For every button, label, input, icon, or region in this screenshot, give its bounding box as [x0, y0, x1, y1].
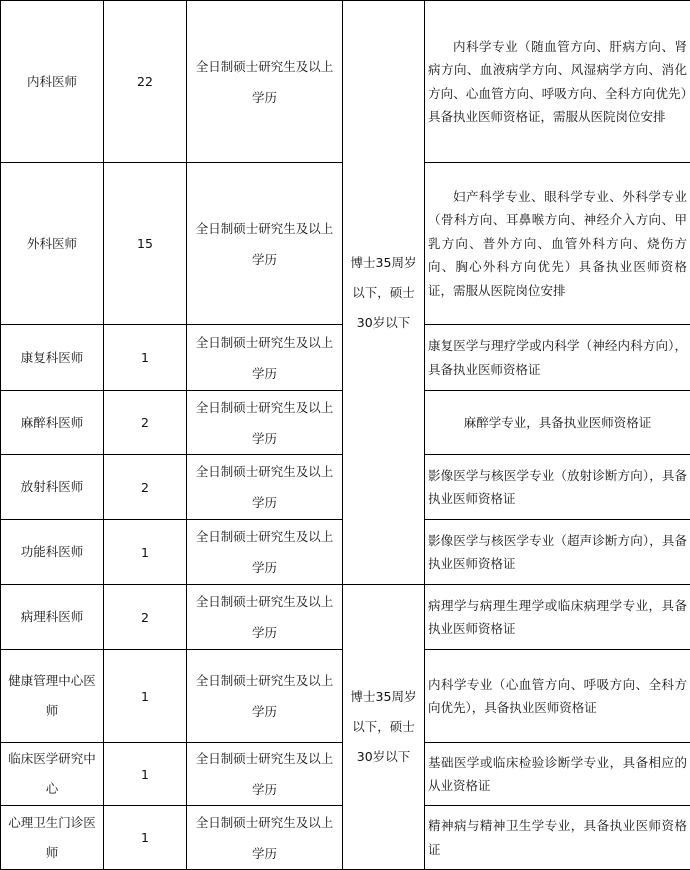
major-requirement: 基础医学或临床检验诊断学专业，具备相应的从业资格证 [425, 743, 690, 806]
education-requirement: 全日制硕士研究生及以上学历 [187, 325, 343, 391]
education-requirement: 全日制硕士研究生及以上学历 [187, 585, 343, 650]
table-row [1, 1, 690, 163]
headcount: 2 [104, 391, 187, 455]
education-requirement: 全日制硕士研究生及以上学历 [187, 806, 343, 870]
post-name: 临床医学研究中心 [1, 743, 104, 806]
headcount: 1 [104, 743, 187, 806]
headcount: 1 [104, 520, 187, 585]
major-requirement: 影像医学与核医学专业（超声诊断方向），具备执业医师资格证 [425, 520, 690, 585]
post-name: 健康管理中心医师 [1, 650, 104, 743]
post-name: 心理卫生门诊医师 [1, 806, 104, 870]
headcount: 22 [104, 1, 187, 163]
education-requirement: 全日制硕士研究生及以上学历 [187, 455, 343, 520]
education-requirement: 全日制硕士研究生及以上学历 [187, 743, 343, 806]
education-requirement: 全日制硕士研究生及以上学历 [187, 391, 343, 455]
headcount: 2 [104, 455, 187, 520]
headcount: 1 [104, 650, 187, 743]
education-requirement: 全日制硕士研究生及以上学历 [187, 163, 343, 325]
major-requirement: 内科学专业（心血管方向、呼吸方向、全科方向优先），具备执业医师资格证 [425, 650, 690, 743]
headcount: 2 [104, 585, 187, 650]
education-requirement: 全日制硕士研究生及以上学历 [187, 1, 343, 163]
table-row [1, 585, 690, 650]
major-requirement: 病理学与病理生理学或临床病理学专业，具备执业医师资格证 [425, 585, 690, 650]
major-requirement: 精神病与精神卫生学专业，具备执业医师资格证 [425, 806, 690, 870]
major-requirement: 康复医学与理疗学或内科学（神经内科方向），具备执业医师资格证 [425, 325, 690, 391]
post-name: 麻醉科医师 [1, 391, 104, 455]
education-requirement: 全日制硕士研究生及以上学历 [187, 520, 343, 585]
age-requirement: 博士35周岁以下，硕士30岁以下 [343, 1, 425, 585]
post-name: 放射科医师 [1, 455, 104, 520]
post-name: 病理科医师 [1, 585, 104, 650]
headcount: 15 [104, 163, 187, 325]
education-requirement: 全日制硕士研究生及以上学历 [187, 650, 343, 743]
major-requirement: 麻醉学专业，具备执业医师资格证 [425, 391, 690, 455]
major-requirement: 影像医学与核医学专业（放射诊断方向），具备执业医师资格证 [425, 455, 690, 520]
post-name: 功能科医师 [1, 520, 104, 585]
post-name: 内科医师 [1, 1, 104, 163]
post-name: 外科医师 [1, 163, 104, 325]
headcount: 1 [104, 325, 187, 391]
major-requirement: 内科学专业（随血管方向、肝病方向、肾病方向、血液病学方向、风湿病学方向、消化方向、心血管方向、呼吸方向、全科方向优先）具备执业医师资格证，需服从医院岗位安排 [425, 1, 690, 163]
major-requirement: 妇产科学专业、眼科学专业、外科学专业（骨科方向、耳鼻喉方向、神经介入方向、甲乳方向、普外方向、血管外科方向、烧伤方向、胸心外科方向优先）具备执业医师资格证，需服从医院岗位安排 [425, 163, 690, 325]
headcount: 1 [104, 806, 187, 870]
post-name: 康复科医师 [1, 325, 104, 391]
age-requirement: 博士35周岁以下，硕士30岁以下 [343, 585, 425, 870]
